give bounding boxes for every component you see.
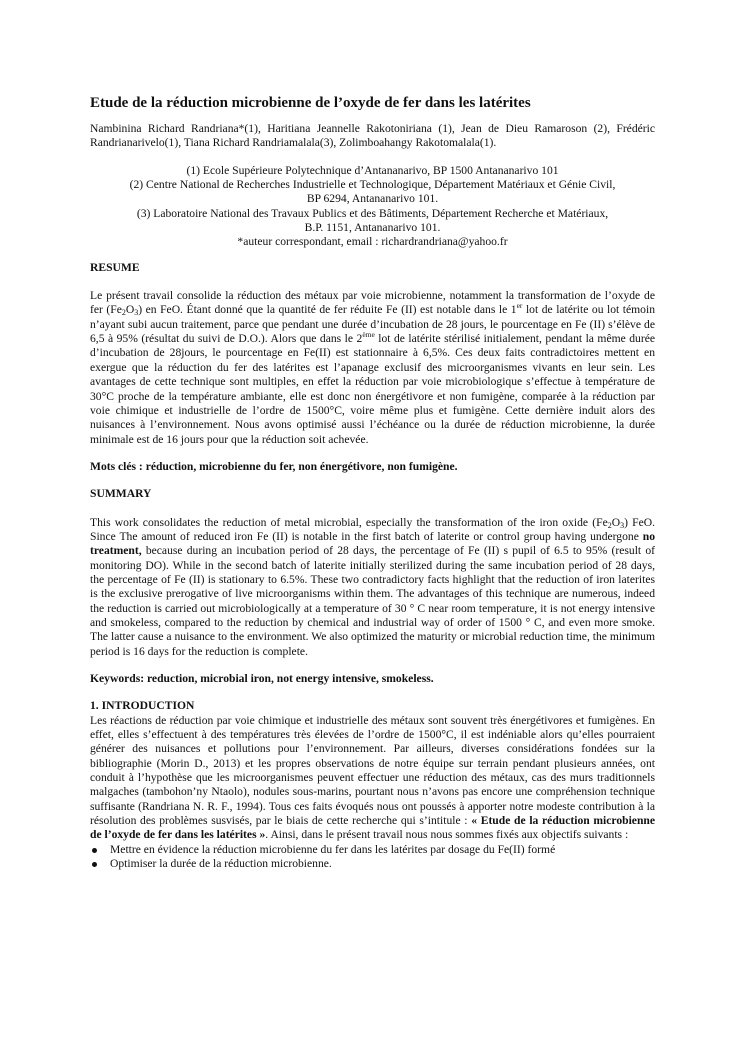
resume-text: ) en FeO. Étant donné que la quantité de fer réduite Fe (II) est notable dans le 1 [138, 303, 517, 317]
subscript: 2 [607, 520, 612, 530]
subscript: 3 [134, 308, 139, 318]
keywords: Keywords: reduction, microbial iron, not energy intensive, smokeless. [90, 672, 434, 685]
summary-text: This work consolidates the reduction of metal microbial, especially the transformation of the iron oxide (Fe [90, 515, 608, 529]
superscript: er [516, 301, 523, 311]
mots-cles: Mots clés : réduction, microbienne du fer, non énergétivore, non fumigène. [90, 459, 458, 473]
superscript: ème [362, 330, 375, 340]
affiliation-line: B.P. 1151, Antananarivo 101. [304, 221, 441, 235]
summary-text: ) FeO. Since The amount of reduced iron Fe (II) is notable in the first batch of laterite or control group having undergone [90, 515, 656, 543]
affiliation-line: (3) Laboratoire National des Travaux Publics et des Bâtiments, Département Recherche et Matériaux, [136, 206, 609, 220]
affiliation-line: (2) Centre National de Recherches Industrielle et Technologique, Département Matériaux et Génie Civil, [129, 178, 616, 192]
resume-text: lot de latérite ou lot témoin n’ayant subi aucun traitement, parce que pendant une durée d’incubation de 28 jours, le pourcentage en Fe (II) s’élève de 6,5 à 95% (résultat du suivi de D.O.). Alors que dans le 2 [90, 303, 655, 346]
summary-text: O [611, 515, 621, 529]
introduction-paragraph [90, 714, 655, 843]
resume-heading: RESUME [90, 260, 140, 274]
affiliations [90, 164, 655, 250]
list-item [90, 857, 655, 871]
resume-text: O [125, 303, 135, 317]
resume-text: lot de latérite stérilisé initialement, pendant la même durée d’incubation de 28jours, le pourcentage en Fe(II) est stationnaire à 6,5%. Ces deux faits contradictoires mettent en exergue que la réduction du fer des latérites est l’apanage exclusif des microorganismes vivants en leur sein. Les avantages de cette technique sont multiples, en effet la réduction par voie microbiologique s’effectue à température de 30°C proche de la température ambiante, elle est donc non énergétivore et non fumigène, comparée à la réduction par voie chimique et industrielle de l’ordre de 1500°C, voire même plus et fumigène. Cette dernière induit alors des nuisances à l’environnement. Nous avons optimisé aussi l’échéance ou la durée de réduction microbienne, la durée minimale est de 16 jours pour que la réduction soit achevée. [90, 332, 655, 446]
summary-bold-text: no treatment, [90, 529, 655, 558]
paper-body [90, 94, 655, 871]
resume-paragraph [90, 289, 655, 447]
affiliation-line: BP 6294, Antananarivo 101. [306, 192, 439, 206]
subscript: 3 [620, 520, 625, 530]
subscript: 2 [121, 308, 126, 318]
objectives-list [90, 843, 655, 872]
introduction-bold-title: « Etude de la réduction microbienne de l’oxyde de fer dans les latérites » [90, 814, 655, 842]
list-item [90, 843, 655, 857]
list-item-text: Mettre en évidence la réduction microbienne du fer dans les latérites par dosage du Fe(II) formé [110, 842, 556, 856]
paper-title: Etude de la réduction microbienne de l’oxyde de fer dans les latérites [90, 95, 531, 111]
summary-heading: SUMMARY [90, 487, 152, 501]
list-item-text: Optimiser la durée de la réduction microbienne. [110, 857, 332, 871]
author-list: Nambinina Richard Randriana*(1), Haritiana Jeannelle Rakotoniriana (1), Jean de Dieu Ramaroson (2), Frédéric Randrianarivelo(1), Tiana Richard Randriamalala(3), Zolimboahangy Rakotomalala(1). [90, 122, 655, 150]
affiliation-line: (1) Ecole Supérieure Polytechnique d’Antananarivo, BP 1500 Antananarivo 101 [186, 163, 559, 177]
introduction-heading: 1. INTRODUCTION [90, 699, 195, 713]
introduction-text: . Ainsi, dans le présent travail nous nous sommes fixés aux objectifs suivants : [265, 828, 629, 842]
summary-paragraph [90, 516, 655, 659]
summary-text: because during an incubation period of 28 days, the percentage of Fe (II) s pupil of 6.5 to 95% (result of monitoring DO). While in the second batch of laterite initially sterilized during the same incubation period of 28 days, the percentage of Fe (II) is stationary to 6.5%. These two contradictory facts highlight that the reduction of iron laterites is the exclusive prerogative of live microorganisms within them. The advantages of this technique are numerous, indeed the reduction is carried out microbiologically at a temperature of 30 ° C near room temperature, it is not energy intensive and smokeless, compared to the reduction by chemical and industrial way of order of 1500 ° C, and even more smoke. The latter cause a nuisance to the environment. We also optimized the maturity or microbial reduction time, the minimum period is 16 days for the reduction is complete. [90, 544, 655, 658]
corresponding-author: *auteur correspondant, email : richardrandriana@yahoo.fr [237, 235, 508, 249]
resume-text: Le présent travail consolide la réduction des métaux par voie microbienne, notamment la transformation de l’oxyde de fer (Fe [90, 289, 655, 317]
introduction-text: Les réactions de réduction par voie chimique et industrielle des métaux sont souvent très énergétivores et fumigènes. En effet, elles s’effectuent à des températures très élevées de l’ordre de 1500°C, il est indéniable alors qu’elles pourraient générer des nuisances et pollutions pour l’environnement. Par ailleurs, diverses considérations fondées sur la bibliographie (Morin D., 2013) et les propres observations de notre équipe sur terrain pendant plusieurs années, ont conduit à l’hypothèse que les microorganismes peuvent effectuer une réduction des métaux, cas des murs traditionnels malgaches (tambohon’ny Ntaolo), nodules sous-marins, pourtant nous n’avons pas encore une compréhension technique suffisante (Randriana N. R. F., 1994). Tous ces faits évoqués nous ont poussés à apporter notre modeste contribution à la résolution des problèmes susvisés, par le biais de cette recherche qui s’intitule : [90, 713, 655, 828]
